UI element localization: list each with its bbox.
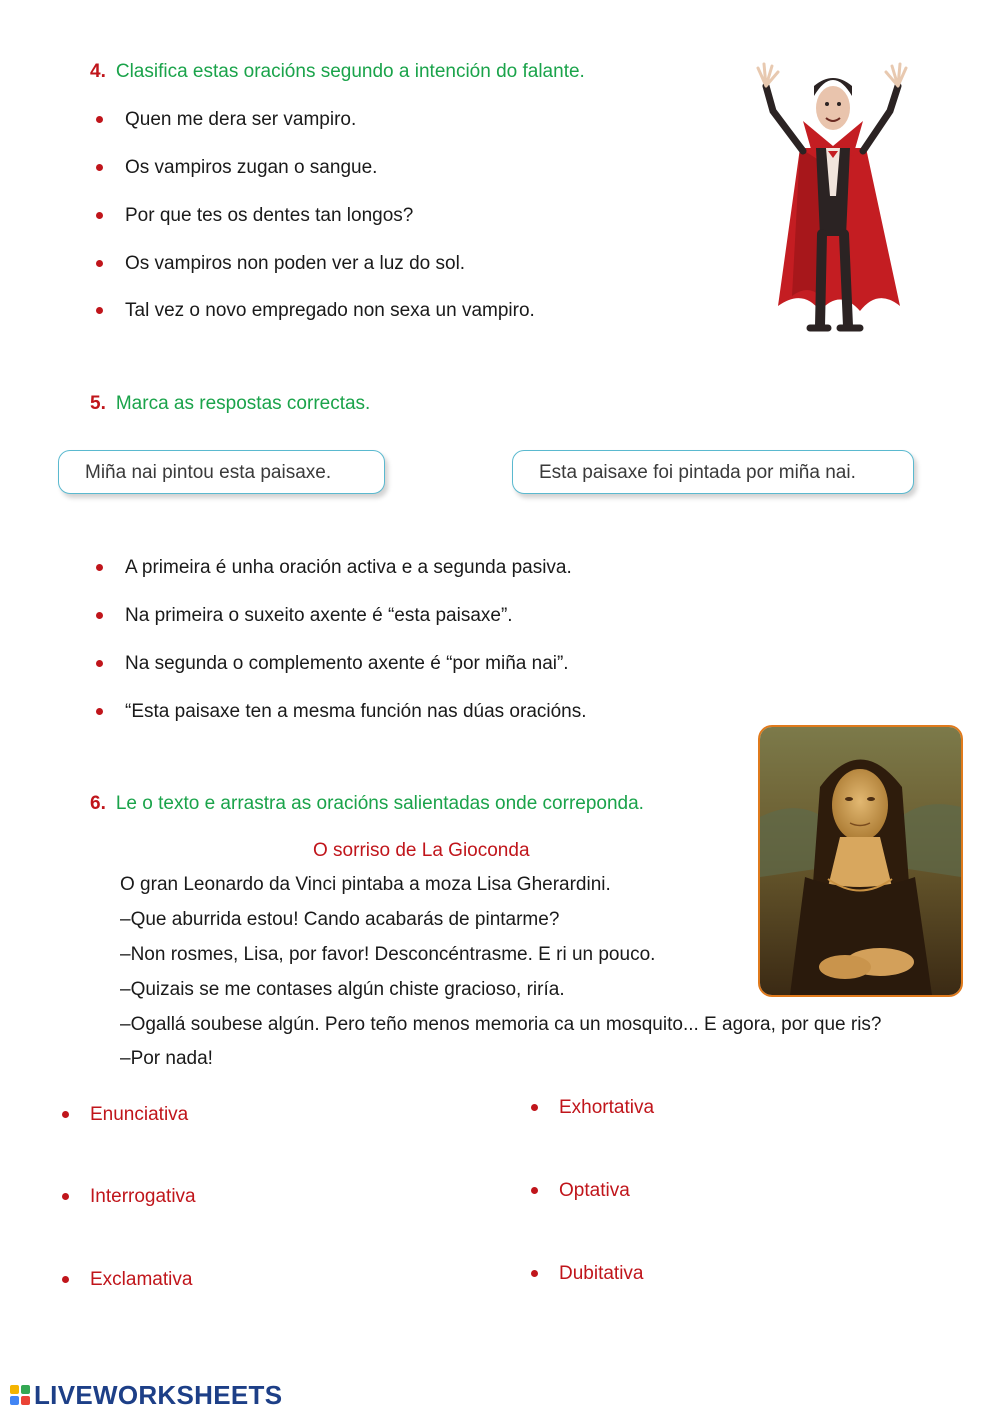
category-drop-target[interactable] <box>531 1180 630 1202</box>
bullet-icon <box>96 164 103 171</box>
q4-item-text: Os vampiros zugan o sangue. <box>125 157 378 178</box>
logo-text: LIVEWORKSHEETS <box>34 1379 283 1410</box>
bullet-icon <box>96 307 103 314</box>
bullet-icon <box>62 1276 69 1283</box>
category-label: Exhortativa <box>559 1097 655 1118</box>
story-line: –Ogallá soubese algún. Pero teño menos memoria ca un mosquito... E agora, por que ris? <box>120 1014 882 1035</box>
story-line: –Que aburrida estou! Cando acabarás de pintarme? <box>120 909 560 930</box>
sentence-box-passive: Esta paisaxe foi pintada por miña nai. <box>512 450 914 494</box>
q5-title: Marca as respostas correctas. <box>115 393 371 414</box>
q4-number: 4. <box>90 61 106 82</box>
category-drop-target[interactable] <box>531 1097 654 1119</box>
vampire-illustration <box>748 56 918 338</box>
q4-item-text: Por que tes os dentes tan longos? <box>125 205 414 226</box>
q4-item-text: Tal vez o novo empregado non sexa un vampiro. <box>125 300 535 321</box>
mona-lisa-painting <box>758 725 963 997</box>
q5-option-text: Na segunda o complemento axente é “por miña nai”. <box>125 653 569 674</box>
bullet-icon <box>96 116 103 123</box>
q5-heading <box>90 393 370 415</box>
category-drop-target[interactable] <box>62 1269 192 1291</box>
story-line: O gran Leonardo da Vinci pintaba a moza Lisa Gherardini. <box>120 874 611 895</box>
q5-number: 5. <box>90 393 106 414</box>
bullet-icon <box>96 612 103 619</box>
logo-grid-icon <box>10 1385 30 1405</box>
bullet-icon <box>96 564 103 571</box>
bullet-icon <box>96 212 103 219</box>
liveworksheets-logo <box>10 1380 282 1410</box>
bullet-icon <box>96 660 103 667</box>
category-label: Exclamativa <box>90 1269 193 1290</box>
category-label: Enunciativa <box>90 1104 189 1125</box>
bullet-icon <box>531 1104 538 1111</box>
story-line: –Por nada! <box>120 1048 213 1069</box>
bullet-icon <box>62 1111 69 1118</box>
q6-heading <box>90 793 644 815</box>
q5-option-text: Na primeira o suxeito axente é “esta paisaxe”. <box>125 605 513 626</box>
q6-number: 6. <box>90 793 106 814</box>
bullet-icon <box>62 1193 69 1200</box>
category-label: Interrogativa <box>90 1186 196 1207</box>
story-line: –Non rosmes, Lisa, por favor! Desconcéntrasme. E ri un pouco. <box>120 944 656 965</box>
category-drop-target[interactable] <box>62 1186 196 1208</box>
story-title: O sorriso de La Gioconda <box>313 840 530 861</box>
bullet-icon <box>531 1270 538 1277</box>
story-line: –Quizais se me contases algún chiste gracioso, riría. <box>120 979 565 1000</box>
q4-title: Clasifica estas oracións segundo a intención do falante. <box>115 61 585 82</box>
q5-option-text: A primeira é unha oración activa e a segunda pasiva. <box>125 557 572 578</box>
q4-item-text: Quen me dera ser vampiro. <box>125 109 357 130</box>
bullet-icon <box>96 708 103 715</box>
q6-title: Le o texto e arrastra as oracións salientadas onde correponda. <box>115 793 644 814</box>
category-label: Optativa <box>559 1180 630 1201</box>
category-drop-target[interactable] <box>62 1104 188 1126</box>
q4-heading <box>90 61 585 83</box>
bullet-icon <box>531 1187 538 1194</box>
bullet-icon <box>96 260 103 267</box>
category-label: Dubitativa <box>559 1263 644 1284</box>
sentence-box-active: Miña nai pintou esta paisaxe. <box>58 450 385 494</box>
q5-option-text: “Esta paisaxe ten a mesma función nas dúas oracións. <box>125 701 587 722</box>
category-drop-target[interactable] <box>531 1263 644 1285</box>
q4-item-text: Os vampiros non poden ver a luz do sol. <box>125 253 466 274</box>
